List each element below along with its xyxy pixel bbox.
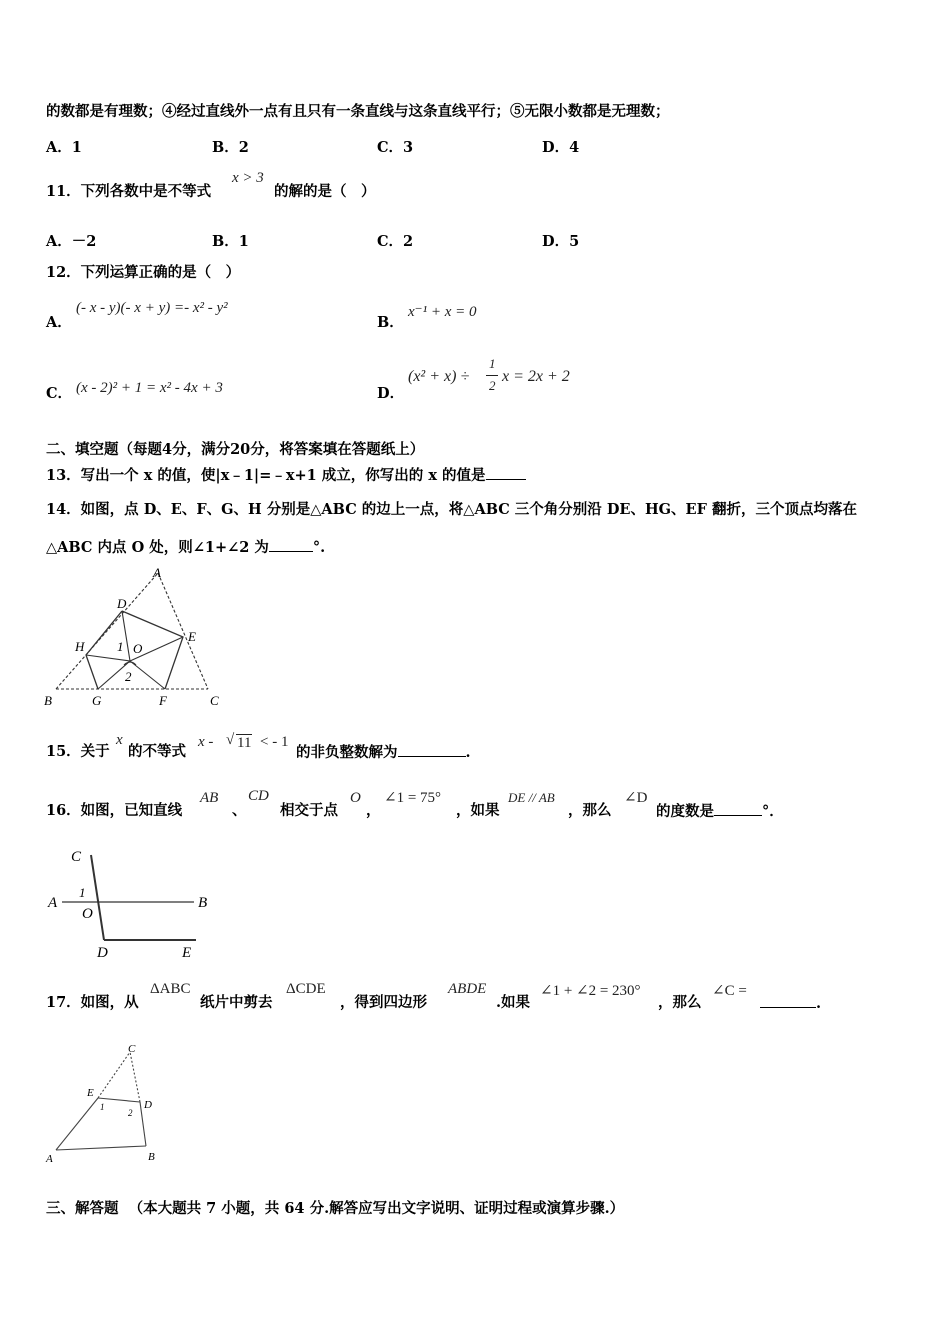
q16-p4: ， bbox=[366, 802, 381, 819]
q16-m-cd: CD bbox=[248, 788, 269, 804]
q12-label-d: D． bbox=[377, 385, 405, 402]
q11-option-c: C．2 bbox=[377, 233, 414, 250]
q16-end: °． bbox=[762, 803, 784, 820]
q14-label-e: E bbox=[188, 629, 196, 644]
q10-option-a: A．1 bbox=[46, 139, 82, 156]
q14-seg-ho bbox=[86, 655, 130, 661]
q14-label-a: A bbox=[153, 565, 161, 580]
q17-end-line bbox=[760, 993, 821, 1014]
q12-expr-b: x⁻¹ + x = 0 bbox=[408, 304, 477, 320]
q17-seg-dc bbox=[130, 1052, 140, 1102]
q12-fraction-bar bbox=[486, 375, 498, 376]
q16-p3: 相交于点 bbox=[280, 802, 338, 819]
q14-answer-blank bbox=[269, 537, 313, 552]
q13-answer-blank bbox=[486, 465, 526, 480]
q17-label-2: 2 bbox=[128, 1108, 133, 1118]
q14-label-h: H bbox=[75, 639, 85, 654]
q17-seg-ec bbox=[98, 1052, 130, 1098]
q16-p2: 、 bbox=[232, 802, 247, 819]
q16-p7: 的度数是 bbox=[656, 803, 714, 820]
q11-suffix: 的解的是（ ） bbox=[274, 183, 376, 200]
q12-expr-c: (x - 2)² + 1 = x² - 4x + 3 bbox=[76, 380, 223, 396]
q14-edge-ac bbox=[158, 573, 208, 689]
q16-p7-line bbox=[656, 801, 784, 822]
q17-label-1: 1 bbox=[100, 1102, 105, 1112]
q15-sqrt-arg: 11 bbox=[237, 735, 252, 751]
q15-math-right: < - 1 bbox=[260, 734, 289, 750]
q17-figure bbox=[42, 1040, 172, 1168]
q15-end: . bbox=[465, 744, 471, 761]
q17-seg-ab bbox=[56, 1146, 146, 1150]
q11-option-d: D．5 bbox=[542, 233, 580, 250]
q17-label-d: D bbox=[144, 1099, 152, 1111]
q14-label-c: C bbox=[210, 693, 219, 708]
q15-math-left: x - bbox=[198, 734, 214, 750]
q10-text: 的数都是有理数；④经过直线外一点有且只有一条直线与这条直线平行；⑤无限小数都是无理数； bbox=[46, 103, 670, 120]
q15-answer-blank bbox=[398, 742, 466, 757]
q17-p3: ，得到四边形 bbox=[340, 994, 427, 1011]
q16-label-c: C bbox=[71, 849, 82, 865]
q14-seg-fo bbox=[130, 661, 165, 689]
q14-figure bbox=[40, 565, 240, 713]
q17-seg-ae bbox=[56, 1098, 98, 1150]
q14-label-d: D bbox=[117, 596, 127, 611]
q13-text bbox=[46, 465, 526, 486]
q12-expr-d-den: 2 bbox=[489, 378, 496, 393]
q16-label-a: A bbox=[48, 895, 58, 911]
q16-line-cd bbox=[91, 855, 104, 940]
q14-label-o: O bbox=[133, 641, 143, 656]
q16-m-par: DE // AB bbox=[508, 790, 555, 805]
q16-p6: ，那么 bbox=[568, 802, 612, 819]
q16-label-e: E bbox=[182, 945, 192, 961]
q14-label-2: 2 bbox=[125, 669, 132, 684]
q15-var: x bbox=[116, 732, 123, 748]
q17-answer-blank bbox=[760, 993, 816, 1008]
q11-option-a: A．－2 bbox=[46, 233, 97, 250]
q17-p4: .如果 bbox=[496, 994, 531, 1011]
q17-label-a: A bbox=[46, 1153, 53, 1165]
q15-suffix-line bbox=[296, 742, 471, 763]
q12-stem: 12．下列运算正确的是（ ） bbox=[46, 264, 241, 281]
q14-line2-text: △ABC 内点 O 处，则∠1+∠2 为 bbox=[46, 539, 269, 556]
q15-sqrt-sign: √ bbox=[226, 732, 235, 748]
section3-heading-line bbox=[46, 1199, 624, 1219]
q10-option-b: B．2 bbox=[212, 139, 249, 156]
q14-line1: 14．如图，点 D、E、F、G、H 分别是△ABC 的边上一点，将△ABC 三个角分别沿 DE、HG、EF 翻折，三个顶点均落在 bbox=[46, 501, 857, 518]
q15-middle: 的不等式 bbox=[128, 743, 186, 760]
q17-end: . bbox=[816, 995, 822, 1012]
q17-p1: 17．如图，从 bbox=[46, 994, 139, 1011]
section3-note: （本大题共 7 小题，共 64 分.解答应写出文字说明、证明过程或演算步骤.） bbox=[128, 1200, 625, 1217]
q17-m-cde: ΔCDE bbox=[286, 981, 326, 997]
q14-label-b: B bbox=[44, 693, 52, 708]
q12-label-b: B． bbox=[377, 314, 404, 331]
q14-label-f: F bbox=[159, 693, 167, 708]
q15-prefix: 15．关于 bbox=[46, 743, 110, 760]
q14-label-1: 1 bbox=[117, 639, 124, 654]
q14-fold-hg bbox=[86, 655, 98, 689]
q16-m-ab: AB bbox=[200, 790, 219, 806]
q14-line2 bbox=[46, 537, 325, 558]
q17-label-e: E bbox=[87, 1087, 94, 1099]
q16-p1: 16．如图，已知直线 bbox=[46, 802, 183, 819]
q10-option-c: C．3 bbox=[377, 139, 414, 156]
q12-expr-d-num: 1 bbox=[489, 356, 496, 371]
q16-label-b: B bbox=[198, 895, 208, 911]
q14-line2-end: °. bbox=[312, 539, 326, 556]
q12-label-a: A． bbox=[46, 314, 72, 331]
section2-heading: 二、填空题（每题4分，满分20分，将答案填在答题纸上） bbox=[46, 441, 425, 458]
q12-expr-d-left: (x² + x) ÷ bbox=[408, 368, 470, 385]
q10-option-d: D．4 bbox=[542, 139, 580, 156]
q15-suffix: 的非负整数解为 bbox=[296, 744, 398, 761]
q14-label-g: G bbox=[92, 693, 102, 708]
q17-m-abc: ΔABC bbox=[150, 981, 191, 997]
q17-m-abde: ABDE bbox=[448, 981, 487, 997]
q11-option-b: B．1 bbox=[212, 233, 249, 250]
section3-heading: 三、解答题 bbox=[46, 1200, 119, 1217]
q17-m-sum: ∠1 + ∠2 = 230° bbox=[540, 983, 641, 999]
q16-m-d: ∠D bbox=[624, 790, 648, 806]
q17-p2: 纸片中剪去 bbox=[200, 994, 273, 1011]
q11-math: x > 3 bbox=[232, 170, 264, 186]
q16-p5: ，如果 bbox=[456, 802, 500, 819]
q16-answer-blank bbox=[714, 801, 762, 816]
q12-expr-d-right: x = 2x + 2 bbox=[502, 368, 570, 385]
q16-m-angle: ∠1 = 75° bbox=[384, 790, 442, 806]
q17-p5: ，那么 bbox=[658, 994, 702, 1011]
q13-stem: 13．写出一个 x 的值，使|x﹣1|=﹣x+1 成立，你写出的 x 的值是 bbox=[46, 467, 486, 484]
q12-label-c: C． bbox=[46, 385, 73, 402]
q12-expr-a: (- x - y)(- x + y) =- x² - y² bbox=[76, 300, 228, 316]
q17-label-b: B bbox=[148, 1151, 155, 1163]
q16-label-o: O bbox=[82, 906, 93, 922]
q16-label-d: D bbox=[97, 945, 108, 961]
q16-figure bbox=[44, 845, 234, 963]
q11-prefix: 11．下列各数中是不等式 bbox=[46, 183, 212, 200]
q17-m-c: ∠C = bbox=[712, 983, 747, 999]
q17-label-c: C bbox=[128, 1043, 136, 1055]
q16-label-1: 1 bbox=[79, 885, 86, 900]
q16-m-o: O bbox=[350, 790, 361, 806]
